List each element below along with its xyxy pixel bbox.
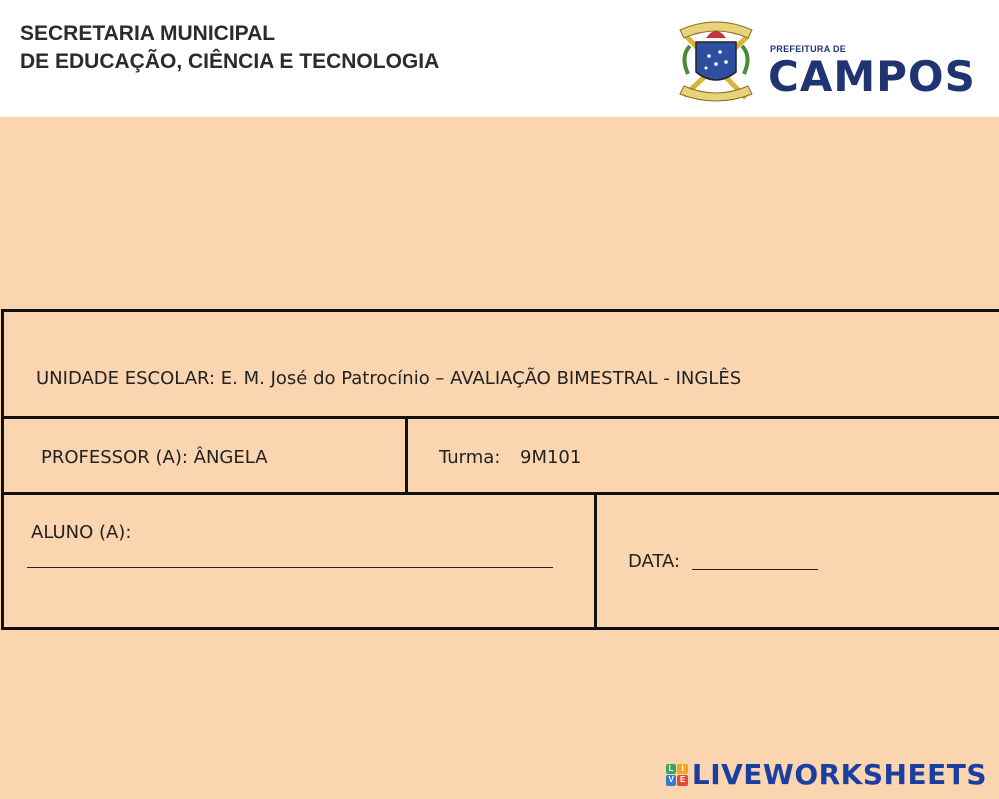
campos-logo-text: CAMPOS: [768, 52, 976, 101]
title-line-2: DE EDUCAÇÃO, CIÊNCIA E TECNOLOGIA: [20, 50, 440, 73]
title-line-1: SECRETARIA MUNICIPAL: [20, 22, 276, 45]
liveworksheets-brand: LIVEWORKSHEETS: [691, 758, 987, 791]
divider: [594, 495, 597, 627]
student-label: ALUNO (A):: [31, 522, 132, 543]
class-value: 9M101: [520, 447, 582, 468]
school-line: UNIDADE ESCOLAR: E. M. José do Patrocínio – AVALIAÇÃO BIMESTRAL - INGLÊS: [36, 368, 742, 389]
prefeitura-label: PREFEITURA DE: [770, 44, 847, 54]
coat-of-arms-icon: [676, 16, 756, 112]
student-info-form: [1, 309, 999, 630]
date-label: DATA:: [628, 551, 681, 572]
student-date-row: [4, 495, 999, 627]
teacher-label: PROFESSOR (A): ÂNGELA: [41, 447, 268, 468]
divider: [405, 419, 408, 492]
school-row: [4, 312, 999, 419]
student-name-line[interactable]: [27, 567, 553, 568]
date-line[interactable]: [692, 569, 818, 570]
liveworksheets-logo-icon: L I V E: [666, 764, 688, 786]
header: [0, 0, 999, 117]
secretariat-title: [20, 20, 439, 76]
liveworksheets-watermark: [666, 758, 987, 791]
class-label: Turma:: [439, 447, 501, 468]
teacher-class-row: [4, 419, 999, 495]
